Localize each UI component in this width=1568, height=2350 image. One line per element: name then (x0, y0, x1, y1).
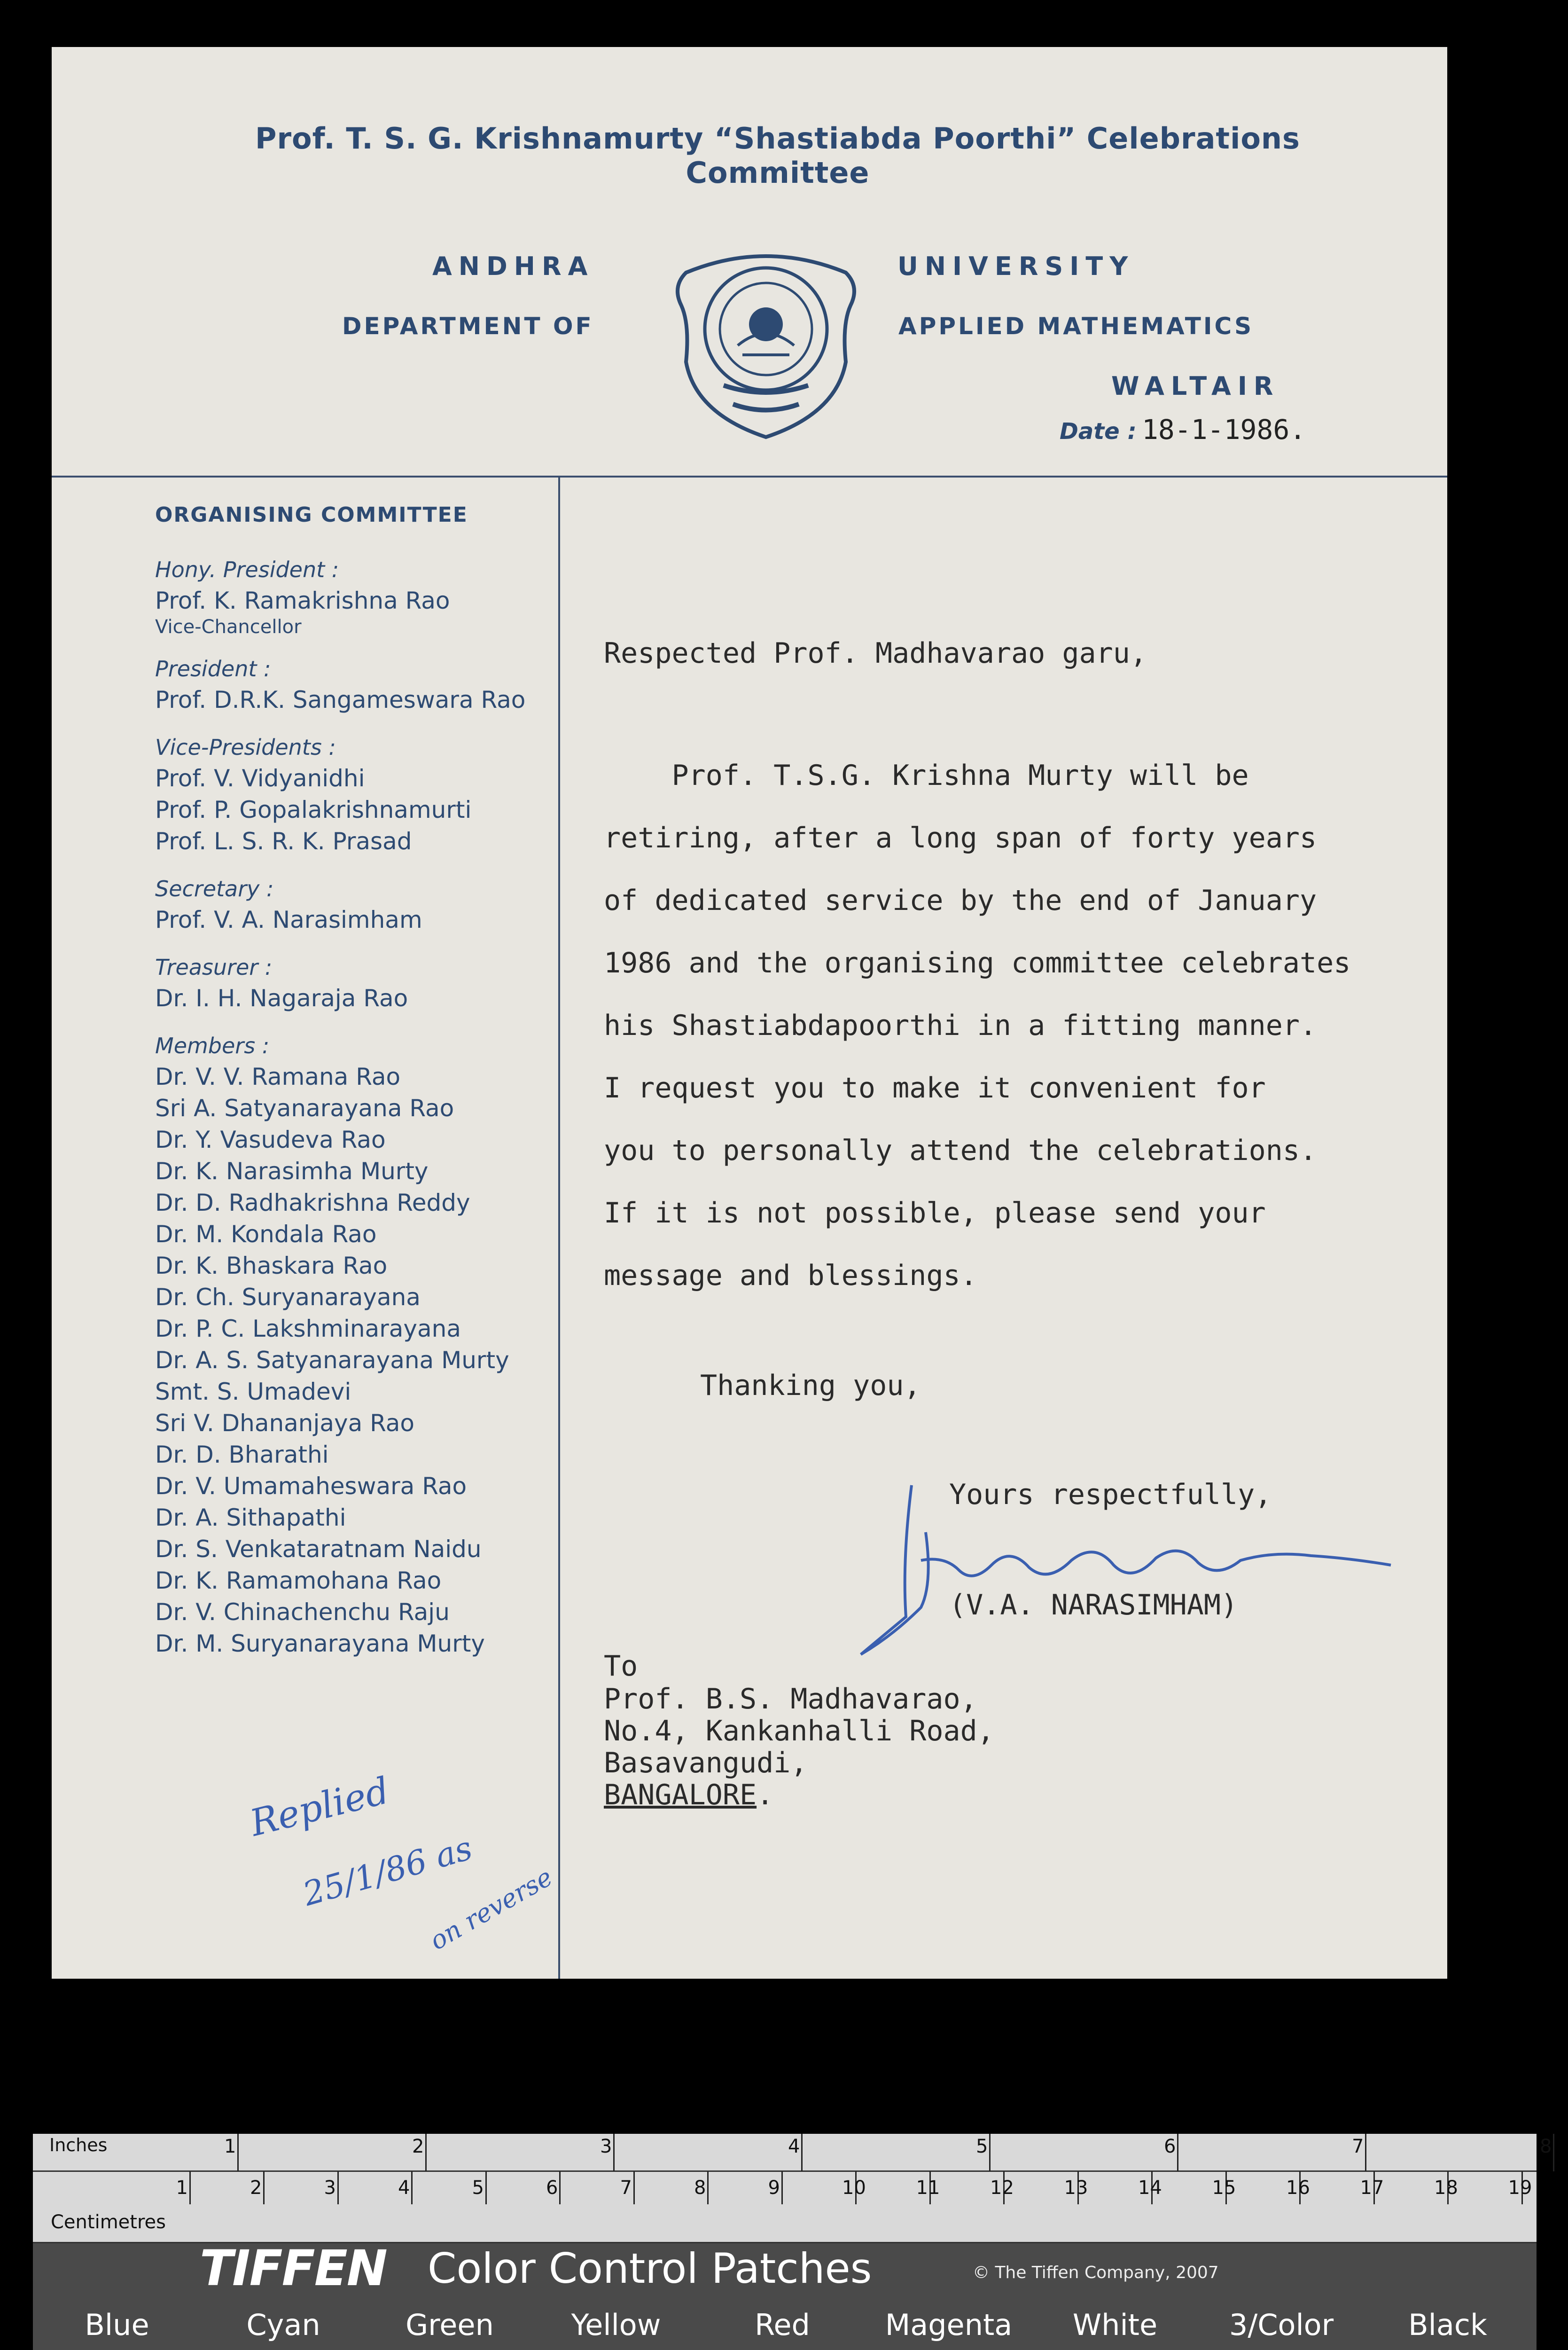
address-line: Prof. B.S. Madhavarao, (604, 1683, 977, 1716)
body-line: 1986 and the organising committee celebrates (604, 947, 1351, 979)
header-andhra: ANDHRA (432, 251, 594, 281)
president-name: Prof. D.R.K. Sangameswara Rao (155, 686, 526, 713)
cm-number: 19 (1508, 2177, 1532, 2199)
body-line: message and blessings. (604, 1259, 977, 1292)
cm-number: 6 (546, 2177, 558, 2199)
patch-label: Blue (85, 2308, 149, 2342)
body-line: Prof. T.S.G. Krishna Murty will be (604, 759, 1249, 792)
patch-label: Green (406, 2308, 494, 2342)
hony-president-role: Hony. President : (155, 557, 339, 582)
cm-tick (411, 2171, 413, 2204)
member-name: Sri A. Satyanarayana Rao (155, 1095, 454, 1122)
treasurer-name: Dr. I. H. Nagaraja Rao (155, 985, 408, 1012)
inch-tick (1365, 2134, 1366, 2171)
salutation: Respected Prof. Madhavarao garu, (604, 637, 1147, 670)
inch-number: 5 (976, 2136, 988, 2157)
member-name: Dr. M. Suryanarayana Murty (155, 1630, 485, 1657)
cm-tick (707, 2171, 709, 2204)
member-name: Dr. V. V. Ramana Rao (155, 1063, 401, 1090)
copyright-text: © The Tiffen Company, 2007 (973, 2263, 1219, 2282)
secretary-role: Secretary : (155, 876, 274, 901)
cm-number: 16 (1286, 2177, 1310, 2199)
cm-tick (559, 2171, 561, 2204)
member-name: Dr. A. S. Satyanarayana Murty (155, 1347, 509, 1374)
vice-president-name: Prof. L. S. R. K. Prasad (155, 828, 412, 855)
ruler-midline (33, 2170, 1537, 2172)
address-line: No.4, Kankanhalli Road, (604, 1715, 994, 1747)
member-name: Dr. K. Ramamohana Rao (155, 1567, 442, 1594)
inch-number: 4 (788, 2136, 800, 2157)
member-name: Dr. S. Venkataratnam Naidu (155, 1535, 482, 1563)
cm-tick (263, 2171, 265, 2204)
member-name: Dr. V. Umamaheswara Rao (155, 1473, 467, 1500)
inch-number: 1 (224, 2136, 236, 2157)
cm-tick (337, 2171, 339, 2204)
cm-number: 13 (1064, 2177, 1088, 2199)
inches-label: Inches (49, 2135, 108, 2155)
inch-tick (801, 2134, 803, 2171)
header-university: UNIVERSITY (897, 251, 1135, 281)
centimetres-label: Centimetres (51, 2211, 166, 2233)
cm-number: 8 (694, 2177, 706, 2199)
address-city: BANGALORE (604, 1778, 757, 1811)
cm-number: 12 (990, 2177, 1014, 2199)
organising-committee-list (155, 503, 545, 1660)
vice-president-name: Prof. V. Vidyanidhi (155, 765, 365, 792)
president-role: President : (155, 656, 271, 682)
treasurer-role: Treasurer : (155, 955, 273, 980)
member-name: Dr. K. Narasimha Murty (155, 1158, 429, 1185)
inch-tick (237, 2134, 239, 2171)
committee-heading: ORGANISING COMMITTEE (155, 503, 468, 527)
member-name: Smt. S. Umadevi (155, 1378, 351, 1405)
patch-label: Black (1408, 2308, 1487, 2342)
member-name: Dr. A. Sithapathi (155, 1504, 346, 1531)
member-name: Dr. V. Chinachenchu Raju (155, 1598, 450, 1626)
date-value: 18-1-1986. (1142, 414, 1306, 446)
member-name: Dr. Ch. Suryanarayana (155, 1284, 421, 1311)
inch-number: 8 (1540, 2136, 1552, 2157)
address-line: Basavangudi, (604, 1747, 808, 1779)
vice-presidents-role: Vice-Presidents : (155, 735, 336, 760)
vice-president-name: Prof. P. Gopalakrishnamurti (155, 796, 472, 823)
cm-number: 15 (1212, 2177, 1236, 2199)
hony-president-note: Vice-Chancellor (155, 616, 302, 638)
university-seal-emblem (667, 244, 865, 442)
cm-number: 7 (620, 2177, 632, 2199)
member-name: Dr. M. Kondala Rao (155, 1221, 377, 1248)
body-line: retiring, after a long span of forty years (604, 822, 1317, 854)
cm-number: 18 (1434, 2177, 1458, 2199)
handnote-line: on reverse (424, 1862, 558, 1956)
inch-number: 6 (1164, 2136, 1176, 2157)
cm-number: 3 (324, 2177, 336, 2199)
body-line: of dedicated service by the end of January (604, 884, 1317, 917)
cm-number: 11 (916, 2177, 940, 2199)
cm-tick (485, 2171, 487, 2204)
patch-label: Magenta (885, 2308, 1013, 2342)
cm-number: 14 (1138, 2177, 1162, 2199)
patch-label: Yellow (571, 2308, 661, 2342)
cm-tick (781, 2171, 783, 2204)
body-line: you to personally attend the celebrations. (604, 1134, 1317, 1167)
cm-number: 9 (768, 2177, 780, 2199)
closing-line: Yours respectfully, (949, 1478, 1272, 1511)
handnote-line: Replied (246, 1769, 394, 1845)
member-name: Sri V. Dhananjaya Rao (155, 1410, 415, 1437)
to-label: To (604, 1650, 638, 1683)
cm-number: 5 (472, 2177, 484, 2199)
signatory-name: (V.A. NARASIMHAM) (949, 1589, 1238, 1622)
cm-number: 1 (176, 2177, 188, 2199)
cm-tick (189, 2171, 191, 2204)
header-department-of: DEPARTMENT OF (342, 313, 594, 340)
inch-tick (989, 2134, 991, 2171)
inch-tick (613, 2134, 615, 2171)
column-divider (558, 477, 560, 1979)
address-end: . (757, 1778, 774, 1811)
patch-label: Cyan (246, 2308, 320, 2342)
inch-number: 7 (1352, 2136, 1364, 2157)
patch-label: 3/Color (1229, 2308, 1334, 2342)
header-applied-mathematics: APPLIED MATHEMATICS (898, 313, 1254, 340)
measurement-ruler (33, 2134, 1552, 2243)
members-role: Members : (155, 1033, 270, 1058)
header-waltair: WALTAIR (1111, 371, 1280, 401)
color-calibration-target (33, 2134, 1552, 2350)
inch-tick (425, 2134, 427, 2171)
patch-label: Red (755, 2308, 810, 2342)
header-divider (52, 476, 1447, 478)
address-city-line (604, 1778, 773, 1811)
member-name: Dr. K. Bhaskara Rao (155, 1252, 388, 1279)
thanks-line: Thanking you, (700, 1369, 921, 1402)
secretary-name: Prof. V. A. Narasimham (155, 906, 422, 933)
member-name: Dr. P. C. Lakshminarayana (155, 1315, 461, 1342)
date-label: Date : (1060, 418, 1137, 445)
body-line: his Shastiabdapoorthi in a fitting manner. (604, 1009, 1317, 1042)
handwritten-signature (850, 1466, 1405, 1664)
body-line: If it is not possible, please send your (604, 1197, 1266, 1230)
handwritten-reply-note (244, 1769, 601, 1974)
member-name: Dr. D. Radhakrishna Reddy (155, 1189, 470, 1216)
inch-number: 3 (600, 2136, 612, 2157)
cm-number: 10 (842, 2177, 866, 2199)
body-line: I request you to make it convenient for (604, 1072, 1266, 1104)
patch-label: White (1072, 2308, 1158, 2342)
member-name: Dr. D. Bharathi (155, 1441, 329, 1468)
committee-title: Prof. T. S. G. Krishnamurty “Shastiabda Poorthi” Celebrations Committee (255, 121, 1300, 190)
inch-tick (1177, 2134, 1178, 2171)
cm-number: 4 (398, 2177, 410, 2199)
member-name: Dr. Y. Vasudeva Rao (155, 1126, 386, 1153)
tiffen-logo: TIFFEN (200, 2240, 387, 2297)
inch-tick (1553, 2134, 1554, 2171)
inch-number: 2 (412, 2136, 424, 2157)
cm-number: 17 (1360, 2177, 1384, 2199)
cm-tick (633, 2171, 635, 2204)
handnote-line: 25/1/86 as (298, 1828, 476, 1914)
cm-number: 2 (250, 2177, 262, 2199)
hony-president-name: Prof. K. Ramakrishna Rao (155, 587, 450, 614)
chart-title: Color Control Patches (428, 2244, 872, 2293)
